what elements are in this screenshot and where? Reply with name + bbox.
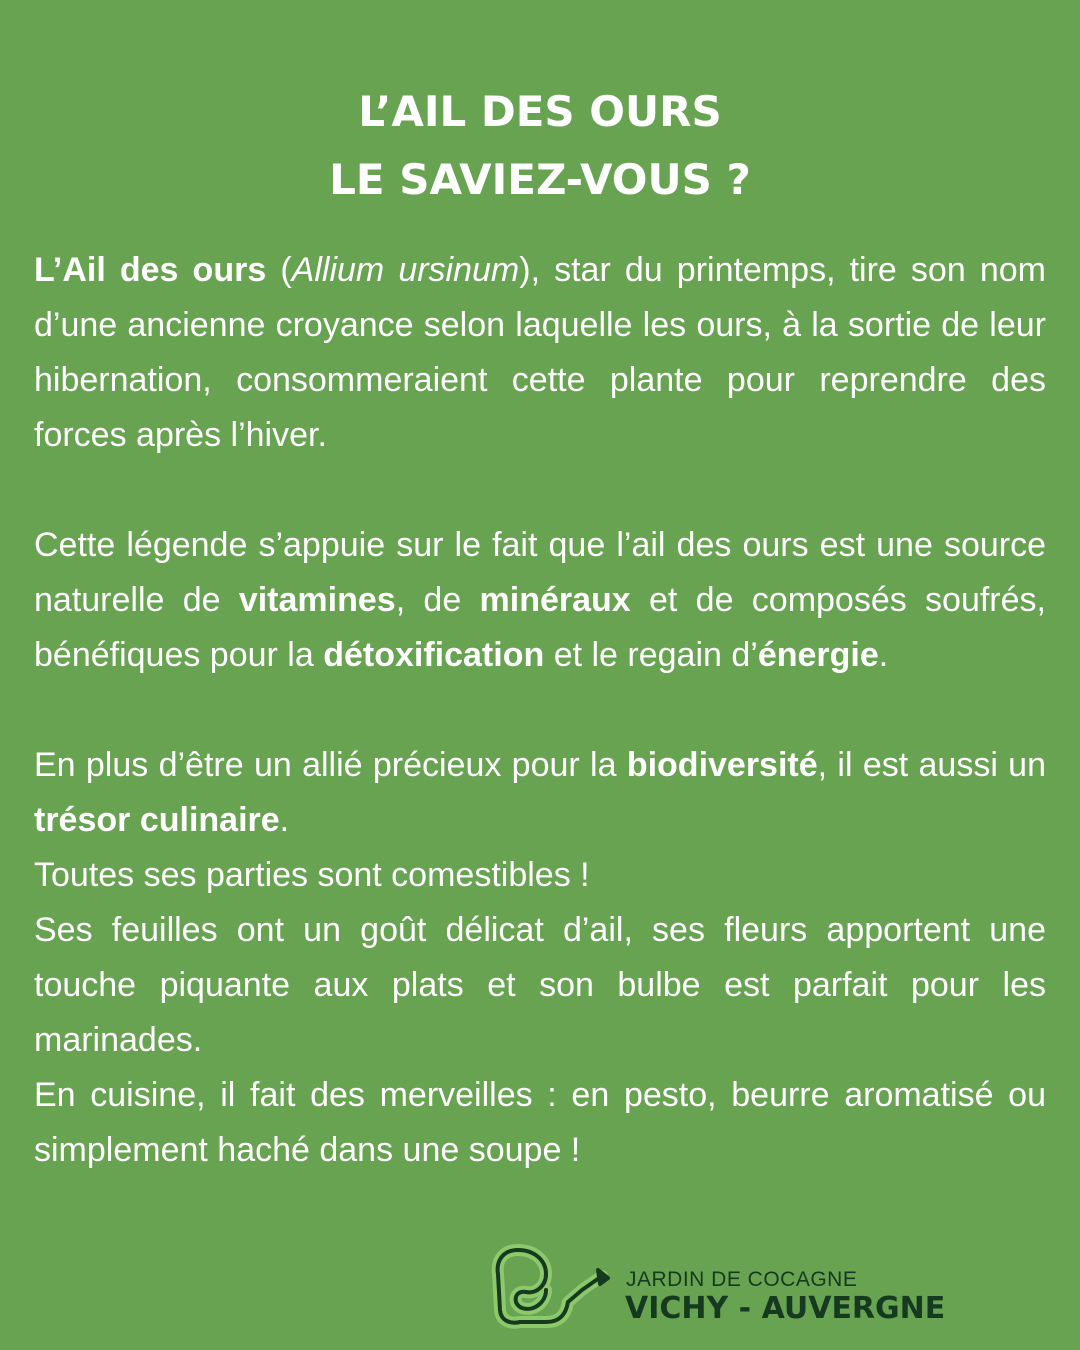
brand-logo <box>490 1240 980 1330</box>
keyword-tresor-culinaire: trésor culinaire <box>34 801 280 839</box>
logo-line-1: JARDIN DE COCAGNE <box>626 1268 858 1291</box>
keyword-biodiversite: biodiversité <box>626 746 818 784</box>
plant-name: L’Ail des ours <box>34 251 267 289</box>
title-line-2: LE SAVIEZ-VOUS ? <box>329 155 751 204</box>
paragraph-edible: Toutes ses parties sont comestibles ! <box>34 856 590 894</box>
open-paren: ( <box>266 251 292 289</box>
paragraph-legend <box>34 518 1046 683</box>
keyword-detoxification: détoxification <box>323 636 545 674</box>
intro-text: ), star du printemps, tire son nom d’une ancienne croyance selon laquelle les ours, à la sortie de leur hibernation, consommeraient cette plante pour reprendre des forces après l’hiver. <box>34 251 1046 454</box>
paragraph-parts: Ses feuilles ont un goût délicat d’ail, ses fleurs apportent une touche piquante aux plats et son bulbe est parfait pour les marinades. <box>34 911 1046 1059</box>
latin-name: Allium ursinum <box>291 251 520 289</box>
legend-text-b: , de <box>395 581 480 619</box>
bio-text-c: . <box>279 801 290 839</box>
legend-text-c: et de composés soufrés, bénéfiques pour la <box>34 581 1046 674</box>
legend-text-e: . <box>878 636 889 674</box>
article-body <box>34 243 1046 1178</box>
bio-text-b: , il est aussi un <box>817 746 1046 784</box>
title-line-1: L’AIL DES OURS <box>358 87 722 136</box>
watering-can-icon <box>490 1240 615 1330</box>
paragraph-biodiversity <box>34 738 1046 848</box>
legend-text-d: et le regain d’ <box>544 636 758 674</box>
bio-text-a: En plus d’être un allié précieux pour la <box>34 746 627 784</box>
logo-line-2: VICHY - AUVERGNE <box>625 1291 946 1326</box>
keyword-vitamines: vitamines <box>238 581 396 619</box>
legend-text-a: Cette légende s’appuie sur le fait que l’ail des ours est une source naturelle de <box>34 526 1046 619</box>
page-title <box>0 78 1080 214</box>
paragraph-intro <box>34 243 1046 463</box>
keyword-energie: énergie <box>757 636 879 674</box>
keyword-mineraux: minéraux <box>479 581 631 619</box>
paragraph-cooking: En cuisine, il fait des merveilles : en pesto, beurre aromatisé ou simplement haché dans une soupe ! <box>34 1076 1046 1169</box>
